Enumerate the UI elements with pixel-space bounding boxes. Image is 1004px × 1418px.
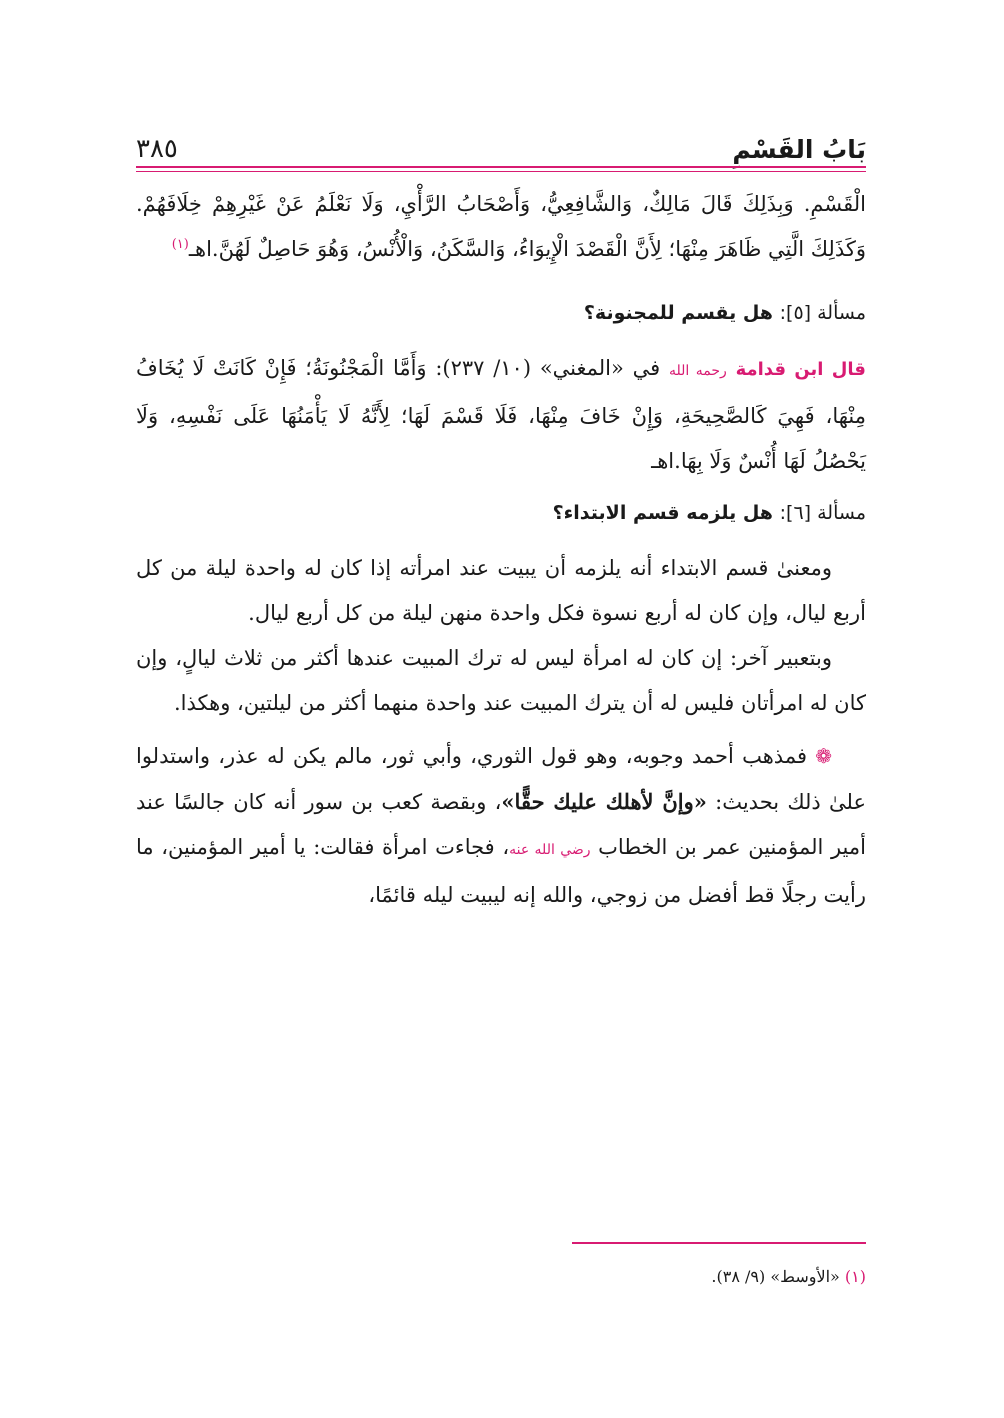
book-close: »	[539, 356, 553, 380]
header-rule-thin	[136, 171, 866, 172]
footnote-rule	[572, 1242, 866, 1244]
paragraph-rephrase: وبتعبير آخر: إن كان له امرأة ليس له ترك المبيت عندها أكثر من ثلاث ليالٍ، وإن كان له امرأتان فليس له أن يترك المبيت عند واحدة منهما أكثر من ليلتين، وهكذا.	[136, 646, 866, 715]
question-heading-6	[136, 494, 866, 532]
book-title: المغني	[552, 356, 612, 380]
footnote	[711, 1264, 866, 1290]
paragraph-text: الْقَسْمِ. وَبِذَلِكَ قَالَ مَالِكٌ، وَالشَّافِعِيُّ، وَأَصْحَابُ الرَّأْيِ، وَلَا نَعْلَمُ عَنْ غَيْرِهِمْ خِلَافَهُمْ. وَكَذَلِكَ الَّتِي ظَاهَرَ مِنْهَا؛ لِأَنَّ الْقَصْدَ الْإِيوَاءُ، وَالسَّكَنُ، وَالْأُنْسُ، وَهُوَ حَاصِلٌ لَهُنَّ.اهـ	[136, 192, 866, 261]
page-body	[136, 182, 866, 918]
header-rule	[136, 166, 866, 168]
question-text: هل يلزمه قسم الابتداء؟	[552, 502, 773, 524]
paragraph-definition: ومعنىٰ قسم الابتداء أنه يلزمه أن يبيت عند امرأته إذا كان له واحدة ليلة من كل أربع ليال، وإن كان له أربع نسوة فكل واحدة منهن ليلة من كل أربع ليال.	[136, 556, 866, 625]
quote-source: قال ابن قدامة	[735, 359, 866, 380]
hadith-quote: «وإنَّ لأهلك عليك حقًّا»	[501, 789, 707, 814]
paragraph-text: فمذهب أحمد وجوبه، وهو قول الثوري، وأبي ثور، مالم يكن له عذر، واستدلوا علىٰ ذلك بحديث:	[136, 744, 866, 814]
question-label: مسألة [٦]:	[779, 502, 866, 524]
question-heading-5	[136, 294, 866, 332]
book-open: في «	[611, 356, 661, 380]
footnote-number: (١)	[844, 1267, 866, 1286]
honorific-glyph: رحمه الله	[668, 363, 727, 379]
paragraph-text-c: ، فجاءت امرأة فقالت: يا أمير المؤمنين، ما رأيت رجلًا قط أفضل من زوجي، والله إنه ليبيت ليله قائمًا،	[136, 835, 866, 907]
footnote-source: «الأوسط»	[770, 1267, 840, 1286]
footnote-ref: (١)	[171, 237, 189, 252]
question-label: مسألة [٥]:	[779, 302, 866, 324]
paragraph-text: (١٠/ ٢٣٧): وَأَمَّا الْمَجْنُونَةُ؛ فَإِنْ كَانَتْ لَا يُخَافُ مِنْهَا، فَهِيَ كَالصَّحِيحَةِ، وَإِنْ خَافَ مِنْهَا، فَلَا قَسْمَ لَهَا؛ لِأَنَّهُ لَا يَأْمَنُهَا عَلَى نَفْسِهِ، وَلَا يَحْصُلُ لَهَا أُنْسٌ وَلَا بِهَا.اهـ	[136, 356, 866, 473]
footnote-ref-text: (٩/ ٣٨).	[711, 1267, 766, 1286]
question-text: هل يقسم للمجنونة؟	[583, 302, 773, 324]
page-number: ٣٨٥	[136, 134, 178, 164]
chapter-title: بَابُ القَسْمِ	[732, 135, 866, 164]
honorific-glyph: رضي الله عنه	[509, 842, 591, 858]
paragraph-continuation	[136, 182, 866, 272]
paragraph-quote	[136, 346, 866, 484]
page-header	[136, 124, 866, 164]
rosette-icon: ❁	[815, 744, 832, 768]
paragraph-text-b: ، وبقصة كعب بن سور أنه كان جالسًا عند أمير المؤمنين عمر بن الخطاب	[136, 790, 866, 859]
paragraph-opinions	[136, 734, 866, 918]
